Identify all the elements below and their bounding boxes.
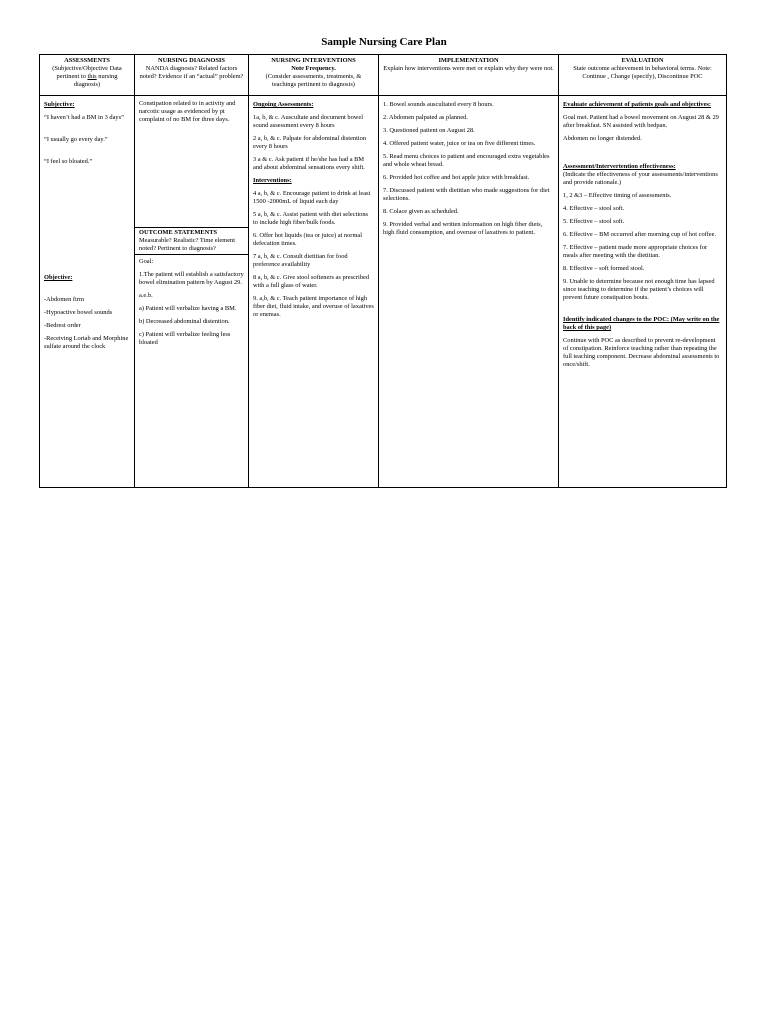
intervention-item: 5 a, b, & c. Assist patient with diet selections to include high fiber/bulk foods. xyxy=(253,211,369,226)
interventions-cell xyxy=(249,96,379,488)
changes-text: Continue with POC as described to prevent re-development of constipation. Reinforce teaching rather than repeating the full teaching component. Decrease abdominal assessments to once/shift. xyxy=(563,337,720,368)
outcome-header xyxy=(135,227,248,255)
effectiveness-item: 9. Unable to determine because not enough time has lapsed since teaching to determine if the patient’s choices will prevent future constipation bouts. xyxy=(563,278,715,301)
effectiveness-label: Assessment/Intervertention effectiveness: xyxy=(563,163,676,170)
header-diagnosis xyxy=(135,55,249,96)
header-evaluation xyxy=(559,55,727,96)
effectiveness-item: 4. Effective – stool soft. xyxy=(563,205,625,212)
goal-block xyxy=(135,255,248,355)
implementation-item: 7. Discussed patient with dietitian who made suggestions for diet selections. xyxy=(383,187,550,202)
page-title: Sample Nursing Care Plan xyxy=(321,36,447,48)
header-implementation-title: IMPLEMENTATION xyxy=(438,57,499,64)
implementation-item: 6. Provided hot coffee and hot apple juice with breakfast. xyxy=(383,174,530,181)
body-row xyxy=(40,96,727,488)
ongoing-item: 2 a, b, & c. Palpate for abdominal distention every 8 hours xyxy=(253,135,367,150)
subjective-label: Subjective: xyxy=(44,101,75,108)
implementation-item: 5. Read menu choices to patient and encouraged extra vegetables and whole wheat bread. xyxy=(383,153,550,168)
implementation-item: 1. Bowel sounds auscultated every 8 hours. xyxy=(383,101,494,108)
header-assessments-sub-end: nursing diagnosis) xyxy=(73,73,118,88)
objective-item: -Receiving Lortab and Morphine sulfate around the clock xyxy=(44,335,129,350)
intervention-item: 6. Offer hot liquids (tea or juice) at normal defecation times. xyxy=(253,232,363,247)
evaluation-goals-label: Evaluate achievement of patients goals and objectives: xyxy=(563,101,712,108)
implementation-item: 2. Abdomen palpated as planned. xyxy=(383,114,468,121)
care-plan-table xyxy=(39,54,727,488)
ongoing-label: Ongoing Assessments: xyxy=(253,101,314,108)
effectiveness-item: 7. Effective – patient made more appropriate choices for meals after meeting with the dietitian. xyxy=(563,244,708,259)
changes-label: Identify indicated changes to the POC: (May write on the back of this page) xyxy=(563,316,720,331)
goal-label: Goal: xyxy=(139,258,154,265)
effectiveness-note: (Indicate the effectiveness of your assessments/interventions and provide rationale.) xyxy=(563,171,718,186)
goal-item: a) Patient will verbalize having a BM. xyxy=(139,305,237,312)
implementation-item: 9. Provided verbal and written information on high fiber diets, high fluid consumption, and overuse of laxatives to patient. xyxy=(383,221,543,236)
header-interventions-sub2: (Consider assessments, treatments, & teachings pertinent to diagnosis) xyxy=(265,73,362,88)
objective-item: -Hypoactive bowel sounds xyxy=(44,309,113,316)
diagnosis-text-block xyxy=(135,96,248,227)
header-interventions xyxy=(249,55,379,96)
subjective-item: “I usually go every day.” xyxy=(44,136,108,143)
goal-text: 1.The patient will establish a satisfactory bowel elimination pattern by August 29. xyxy=(139,271,244,286)
header-evaluation-title: EVALUATION xyxy=(621,57,664,64)
header-implementation xyxy=(379,55,559,96)
interventions-label: Interventions: xyxy=(253,177,292,184)
header-interventions-title: NURSING INTERVENTIONS xyxy=(271,57,356,64)
goal-item: b) Decreased abdominal distention. xyxy=(139,318,230,325)
objective-item: -Abdomen firm xyxy=(44,296,84,303)
header-interventions-sub1: Note Frequency. xyxy=(291,65,336,72)
objective-label: Objective: xyxy=(44,274,73,281)
effectiveness-item: 5. Effective – stool soft. xyxy=(563,218,625,225)
effectiveness-item: 8. Effective – soft formed stool. xyxy=(563,265,645,272)
header-assessments xyxy=(40,55,135,96)
evaluation-cell xyxy=(559,96,727,488)
goal-item: c) Patient will verbalize feeling less bloated xyxy=(139,331,231,346)
implementation-item: 3. Questioned patient on August 28. xyxy=(383,127,475,134)
header-diagnosis-title: NURSING DIAGNOSIS xyxy=(158,57,225,64)
intervention-item: 8 a, b, & c. Give stool softeners as prescribed with a full glass of water. xyxy=(253,274,370,289)
header-assessments-title: ASSESSMENTS xyxy=(64,57,110,64)
implementation-item: 8. Colace given as scheduled. xyxy=(383,208,459,215)
effectiveness-item: 6. Effective – BM occurred after morning cup of hot coffee. xyxy=(563,231,717,238)
header-implementation-sub: Explain how interventions were met or explain why they were not. xyxy=(383,65,554,72)
header-row xyxy=(40,55,727,96)
outcome-title: OUTCOME STATEMENTS xyxy=(139,229,218,236)
header-evaluation-sub: State outcome achievement in behavioral terms. Note: Continue , Change (specify), Discontinue POC xyxy=(573,65,712,80)
implementation-cell xyxy=(379,96,559,488)
outcome-sub: Measurable? Realistic? Time element noted? Pertinent to diagnosis? xyxy=(139,237,236,252)
effectiveness-item: 1, 2 &3 – Effective timing of assessments. xyxy=(563,192,672,199)
evaluation-goal-item: Abdomen no longer distended. xyxy=(563,135,642,142)
ongoing-item: 1a, b, & c. Auscultate and document bowel sound assessment every 8 hours xyxy=(253,114,364,129)
header-diagnosis-sub: NANDA diagnosis? Related factors noted? Evidence if an “actual” problem? xyxy=(139,65,244,80)
diagnosis-cell xyxy=(135,96,249,488)
assessments-cell xyxy=(40,96,135,488)
subjective-item: “I feel so bloated.” xyxy=(44,158,93,165)
implementation-item: 4. Offered patient water, juice or tea on five different times. xyxy=(383,140,536,147)
evaluation-goal-item: Goal met. Patient had a bowel movement on August 28 & 29 after breakfast. SN assisted with bedpan. xyxy=(563,114,719,129)
aeb-label: a.e.b. xyxy=(139,292,153,299)
objective-item: -Bedrest order xyxy=(44,322,81,329)
ongoing-item: 3 a & c. Ask patient if he/she has had a BM and about abdominal sensations every shift. xyxy=(253,156,365,171)
intervention-item: 7 a, b, & c. Consult dietitian for food preference availability xyxy=(253,253,348,268)
diagnosis-text: Constipation related to in activity and narcotic usage as evidenced by pt complaint of no BM for three days. xyxy=(139,100,236,123)
intervention-item: 9. a,b, & c. Teach patient importance of high fiber diet, fluid intake, and overuse of laxatives or enemas. xyxy=(253,295,374,318)
header-assessments-sub-underlined: this xyxy=(87,73,97,80)
intervention-item: 4 a, b, & c. Encourage patient to drink at least 1500 -2000mL of liquid each day xyxy=(253,190,371,205)
subjective-item: “I haven’t had a BM in 3 days” xyxy=(44,114,124,121)
header-assessments-sub: (Subjective/Objective Data pertinent to xyxy=(52,65,122,80)
